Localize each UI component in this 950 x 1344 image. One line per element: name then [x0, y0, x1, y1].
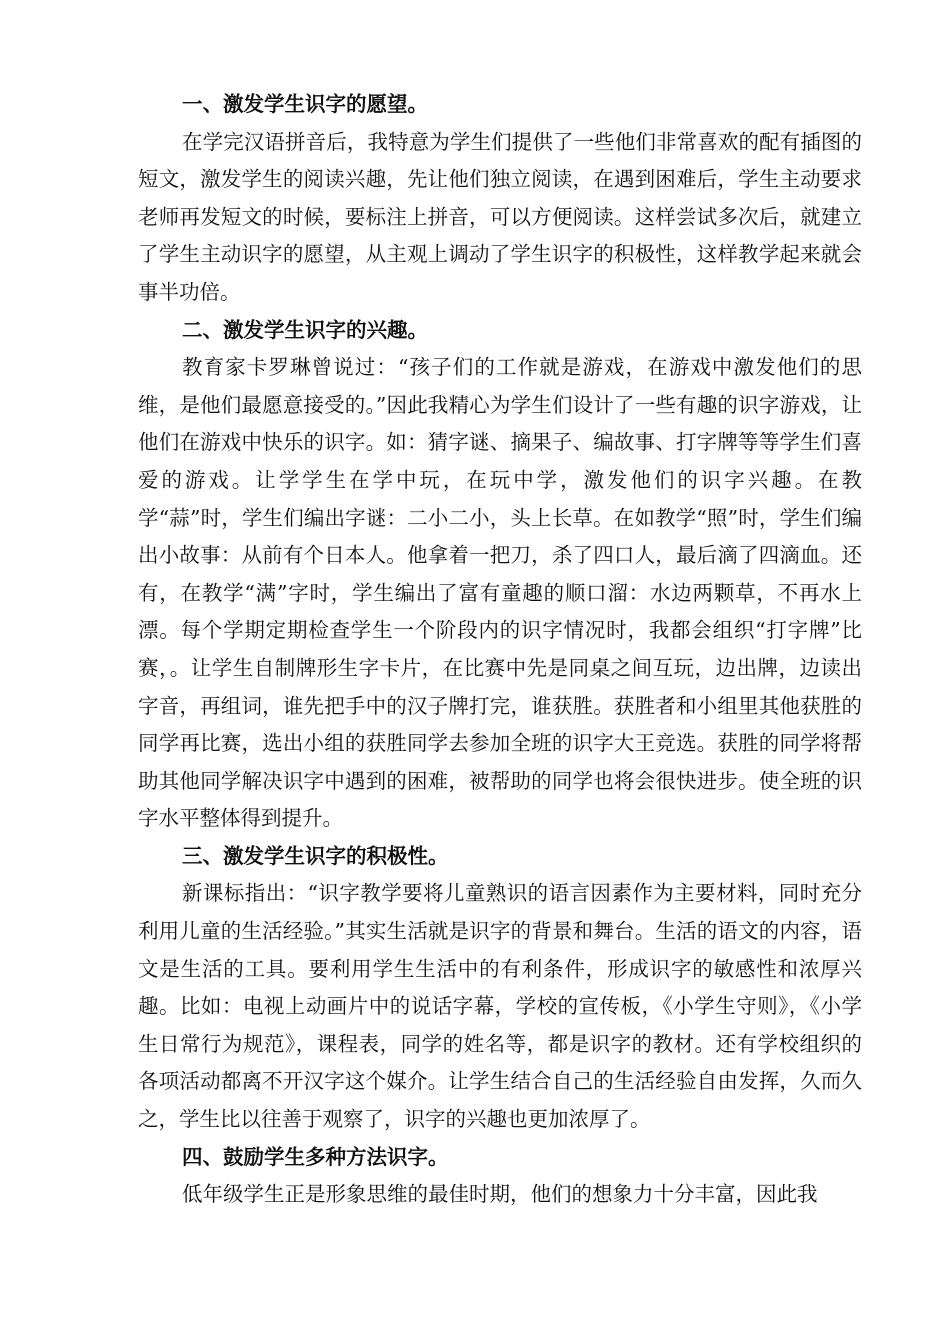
document-page	[138, 86, 862, 1214]
section-heading: 一、激发学生识字的愿望。	[182, 92, 428, 116]
section-4	[138, 1139, 862, 1214]
section-heading: 三、激发学生识字的积极性。	[182, 843, 449, 868]
section-paragraph: 低年级学生正是形象思维的最佳时期，他们的想象力十分丰富，因此我	[182, 1182, 818, 1207]
section-2	[138, 312, 862, 838]
section-heading: 二、激发学生识字的兴趣。	[182, 317, 428, 342]
section-1	[138, 86, 862, 312]
section-3	[138, 838, 862, 1139]
section-paragraph: 新课标指出：“识字教学要将儿童熟识的语言因素作为主要材料，同时充分利用儿童的生活经验。”其实生活就是识字的背景和舞台。生活的语文的内容，语文是生活的工具。要利用学生生活中的有利条件，形成识字的敏感性和浓厚兴趣。比如：电视上动画片中的说话字幕，学校的宣传板，《小学生守则》，《小学生日常行为规范》，课程表，同学的姓名等，都是识字的教材。还有学校组织的各项活动都离不开汉字这个媒介。让学生结合自己的生活经验自由发挥，久而久之，学生比以往善于观察了，识字的兴趣也更加浓厚了。	[138, 881, 862, 1132]
section-heading: 四、鼓励学生多种方法识字。	[182, 1144, 449, 1169]
section-paragraph: 在学完汉语拼音后，我特意为学生们提供了一些他们非常喜欢的配有插图的短文，激发学生的阅读兴趣，先让他们独立阅读，在遇到困难后，学生主动要求老师再发短文的时候，要标注上拼音，可以方便阅读。这样尝试多次后，就建立了学生主动识字的愿望，从主观上调动了学生识字的积极性，这样教学起来就会事半功倍。	[138, 129, 862, 304]
section-paragraph: 教育家卡罗琳曾说过：“孩子们的工作就是游戏，在游戏中激发他们的思维，是他们最愿意接受的。”因此我精心为学生们设计了一些有趣的识字游戏，让他们在游戏中快乐的识字。如：猜字谜、摘果子、编故事、打字牌等等学生们喜爱的游戏。让学学生在学中玩，在玩中学，激发他们的识字兴趣。在教学“蒜”时，学生们编出字谜：二小二小，头上长草。在如教学“照”时，学生们编出小故事：从前有个日本人。他拿着一把刀，杀了四口人，最后滴了四滴血。还有，在教学“满”字时，学生编出了富有童趣的顺口溜：水边两颗草，不再水上漂。每个学期定期检查学生一个阶段内的识字情况时，我都会组织“打字牌”比赛，。让学生自制牌形生字卡片，在比赛中先是同桌之间互玩，边出牌，边读出字音，再组词，谁先把手中的汉子牌打完，谁获胜。获胜者和小组里其他获胜的同学再比赛，选出小组的获胜同学去参加全班的识字大王竞选。获胜的同学将帮助其他同学解决识字中遇到的困难，被帮助的同学也将会很快进步。使全班的识字水平整体得到提升。	[138, 355, 862, 831]
